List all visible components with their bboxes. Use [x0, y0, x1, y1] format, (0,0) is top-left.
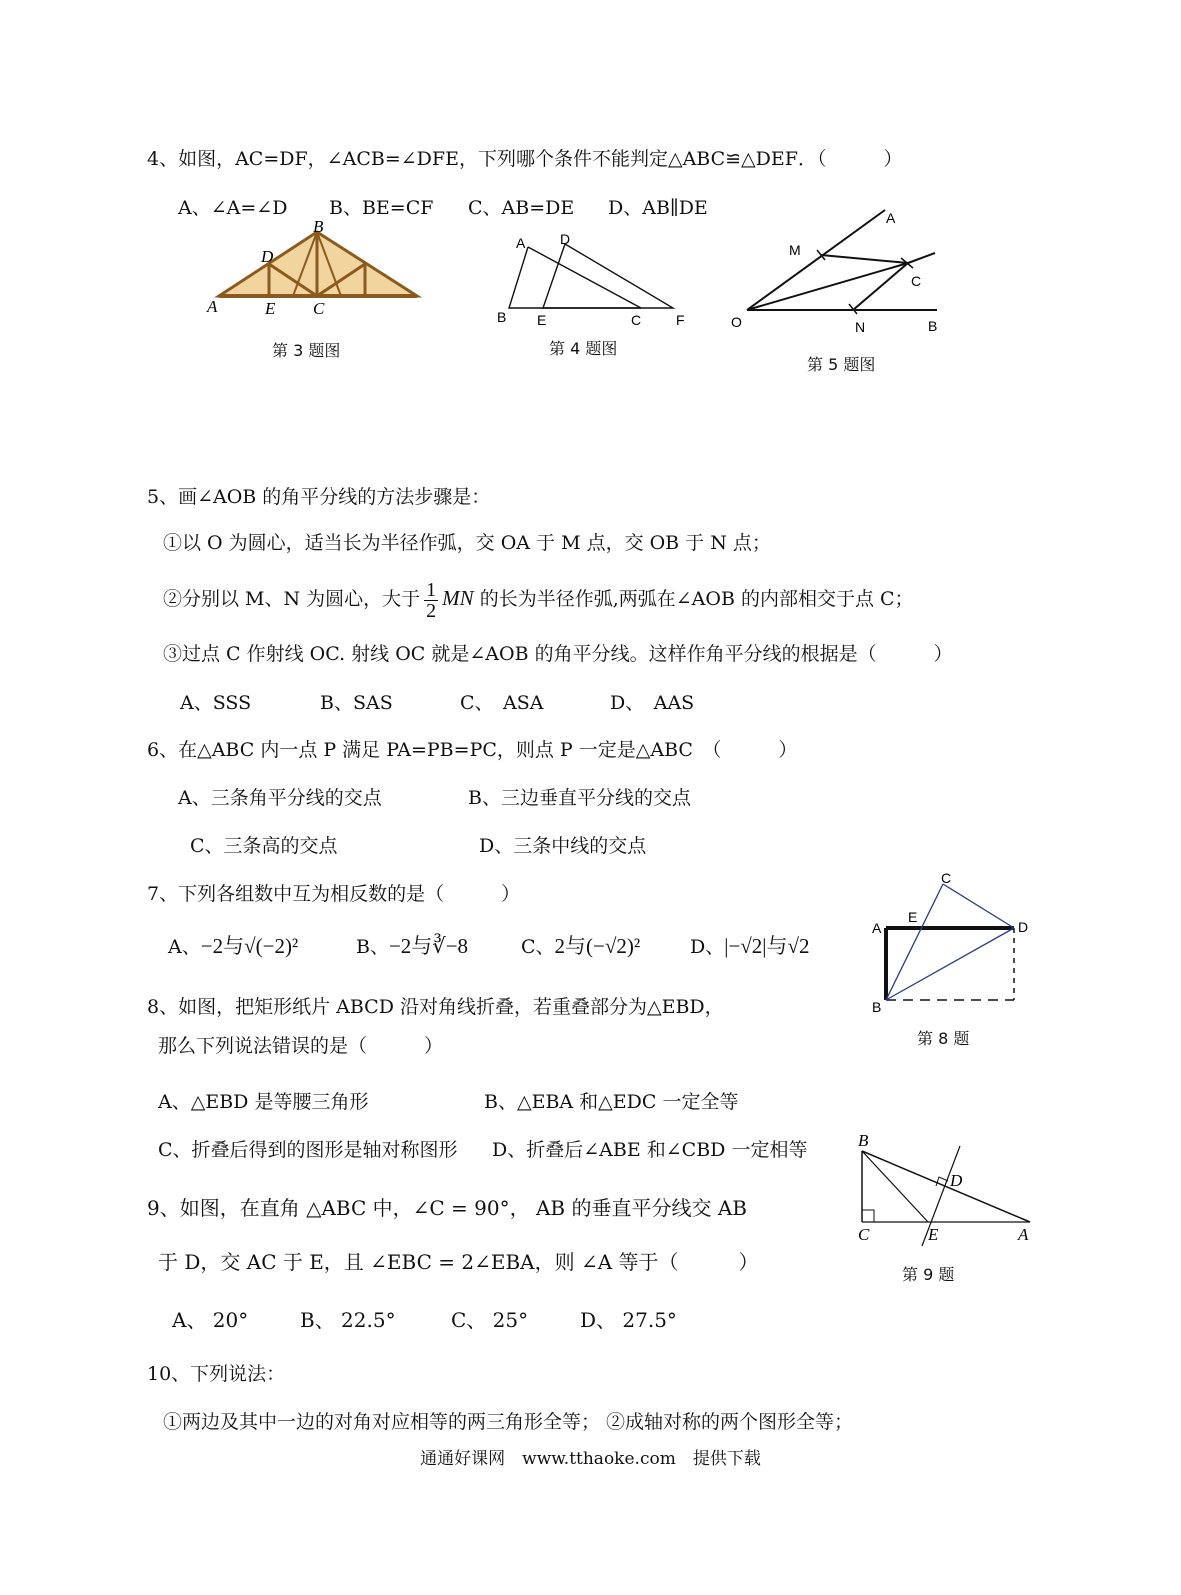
q7-option-c-label: C、: [521, 936, 555, 958]
q7-option-a: [168, 934, 298, 959]
fig9-caption: 第 9 题: [902, 1265, 955, 1284]
q8-stem-line2: 那么下列说法错误的是（ ）: [158, 1035, 444, 1057]
q9-option-d: D、 27.5°: [580, 1308, 677, 1332]
q7-option-d-math: |−√2|与√2: [724, 934, 810, 958]
fig3-label-c: C: [313, 299, 325, 318]
fig8-label-a: A: [872, 920, 882, 936]
q6-option-b: B、三边垂直平分线的交点: [468, 787, 691, 809]
q8-option-a: A、△EBD 是等腰三角形: [158, 1091, 369, 1113]
fig5-label-c: C: [911, 273, 922, 289]
q4-stem: 4、如图，AC=DF，∠ACB=∠DFE，下列哪个条件不能判定△ABC≌△DEF．（ ）: [147, 148, 903, 170]
q4-option-d: D、AB∥DE: [608, 197, 708, 219]
q9-option-a: A、 20°: [172, 1308, 249, 1332]
q10-line1: ①两边及其中一边的对角对应相等的两三角形全等； ②成轴对称的两个图形全等；: [163, 1411, 854, 1433]
q6-option-a: A、三条角平分线的交点: [178, 787, 382, 809]
page-footer: 通通好课网 www.tthaoke.com 提供下载: [420, 1449, 761, 1469]
q7-option-b-label: B、: [356, 936, 389, 958]
figure-4-triangles: [495, 232, 695, 332]
figure-9-right-triangle: [850, 1130, 1040, 1250]
fraction-numerator: 1: [426, 578, 437, 601]
fig4-label-e: E: [537, 312, 547, 328]
q9-option-c: C、 25°: [451, 1308, 529, 1332]
q6-option-c: C、三条高的交点: [190, 835, 338, 857]
fig3-label-d: D: [261, 247, 274, 266]
q4-option-a: A、∠A=∠D: [178, 197, 288, 219]
fig5-label-b: B: [928, 318, 938, 334]
q5-step2-after: 的长为半径作弧,两弧在∠AOB 的内部相交于点 C；: [479, 588, 914, 610]
fig8-label-e: E: [908, 909, 918, 925]
q8-option-d: D、折叠后∠ABE 和∠CBD 一定相等: [492, 1139, 808, 1161]
fig9-label-a: A: [1018, 1225, 1029, 1244]
q8-option-c: C、折叠后得到的图形是轴对称图形: [158, 1139, 458, 1161]
fig4-label-d: D: [560, 231, 571, 247]
fig4-label-c: C: [631, 312, 642, 328]
fig4-label-f: F: [676, 312, 685, 328]
fig3-label-e: E: [265, 299, 276, 318]
fig5-label-n: N: [855, 319, 866, 335]
fig9-label-e: E: [928, 1225, 939, 1244]
q9-line1: 9、如图，在直角 △ABC 中，∠C = 90°， AB 的垂直平分线交 AB: [147, 1196, 747, 1220]
fig3-caption: 第 3 题图: [272, 341, 341, 360]
q7-option-c-math: 2与(−√2)²: [554, 934, 641, 958]
fig3-label-b: B: [313, 217, 324, 236]
q7-option-d-label: D、: [690, 936, 725, 958]
q8-option-b: B、△EBA 和△EDC 一定全等: [484, 1091, 739, 1113]
q10-stem: 10、下列说法：: [147, 1363, 286, 1385]
q5-stem: 5、画∠AOB 的角平分线的方法步骤是：: [147, 486, 491, 508]
fig5-caption: 第 5 题图: [807, 355, 876, 374]
fig4-label-a: A: [516, 235, 526, 251]
q7-option-b: [356, 934, 468, 959]
figure-5-angle-bisector: [725, 200, 950, 340]
q9-line2: 于 D，交 AC 于 E，且 ∠EBC = 2∠EBA，则 ∠A 等于（ ）: [158, 1250, 759, 1274]
q7-stem: 7、下列各组数中互为相反数的是（ ）: [147, 883, 521, 905]
fig8-label-d: D: [1018, 919, 1029, 935]
fig8-caption: 第 8 题: [917, 1029, 970, 1048]
fig4-caption: 第 4 题图: [549, 339, 618, 358]
figure-8-folded-rectangle: [868, 870, 1038, 1020]
fig5-label-a: A: [886, 210, 896, 226]
q8-stem-line1: 8、如图，把矩形纸片 ABCD 沿对角线折叠，若重叠部分为△EBD，: [147, 996, 724, 1018]
q7-option-a-math: −2与√(−2)²: [200, 934, 299, 958]
q5-step3: ③过点 C 作射线 OC. 射线 OC 就是∠AOB 的角平分线。这样作角平分线的根据是（ ）: [163, 643, 953, 665]
q9-option-b: B、 22.5°: [300, 1308, 396, 1332]
fraction-denominator: 2: [426, 599, 437, 622]
q5-step1: ①以 O 为圆心，适当长为半径作弧，交 OA 于 M 点，交 OB 于 N 点；: [163, 532, 771, 554]
fig3-label-a: A: [207, 297, 218, 316]
q4-option-b: B、BE=CF: [329, 197, 434, 219]
q6-stem: 6、在△ABC 内一点 P 满足 PA=PB=PC，则点 P 一定是△ABC （ ）: [147, 739, 798, 761]
q6-option-d: D、三条中线的交点: [479, 835, 647, 857]
q5-step2-before: ②分别以 M、N 为圆心，大于: [163, 588, 421, 610]
q5-option-a: A、SSS: [180, 692, 252, 714]
q4-option-c: C、AB=DE: [468, 197, 575, 219]
fig9-label-c: C: [858, 1225, 870, 1244]
fig8-label-b: B: [872, 999, 882, 1015]
q7-option-a-label: A、: [168, 936, 201, 958]
fig9-label-d: D: [950, 1171, 963, 1190]
q5-option-b: B、SAS: [320, 692, 393, 714]
q5-option-d: D、 AAS: [610, 692, 695, 714]
fig9-label-b: B: [858, 1131, 869, 1150]
q5-step2: [163, 572, 914, 625]
q5-step2-mn: MN: [442, 586, 474, 610]
fig8-label-c: C: [941, 870, 952, 886]
q5-option-c: C、 ASA: [460, 692, 544, 714]
fig5-label-o: O: [731, 314, 742, 330]
q7-option-b-math: −2与∛−8: [388, 934, 469, 958]
fraction-one-half: [424, 580, 438, 621]
figure-3-roof-truss: [205, 217, 425, 320]
q7-option-d: [690, 934, 810, 959]
fig4-label-b: B: [497, 309, 507, 325]
q7-option-c: [521, 934, 640, 959]
fig5-label-m: M: [789, 242, 801, 258]
